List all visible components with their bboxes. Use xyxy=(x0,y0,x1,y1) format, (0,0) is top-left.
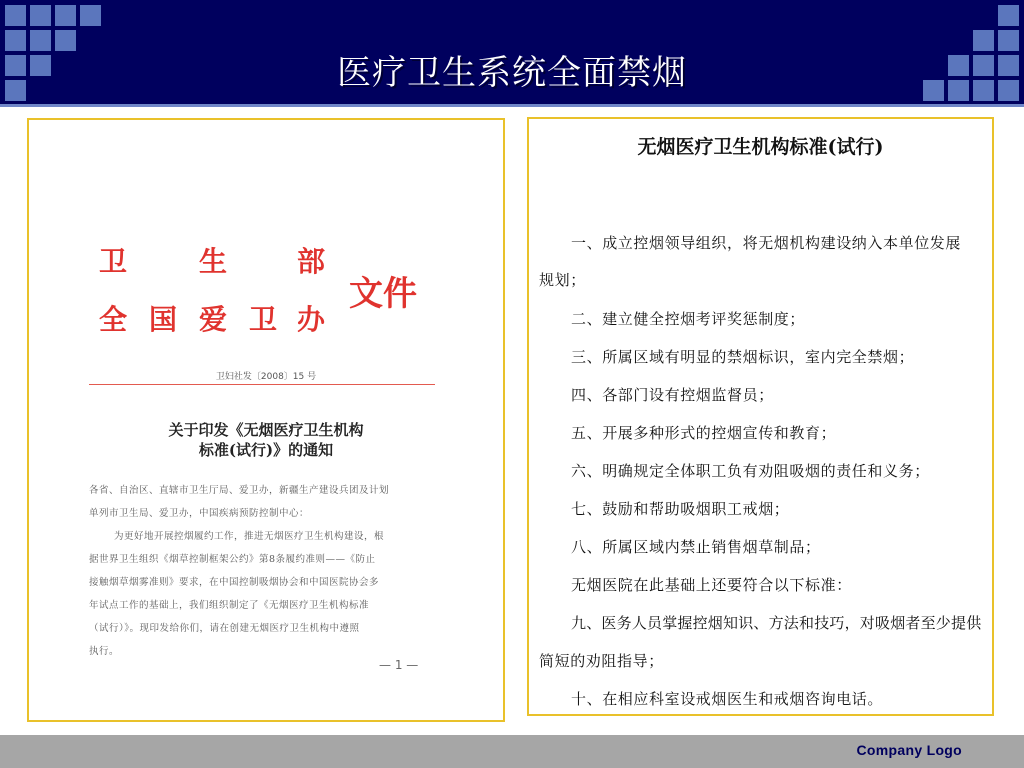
official-notice-scan xyxy=(27,118,505,722)
rule-line: 规划； xyxy=(539,271,586,289)
page-number: — 1 — xyxy=(379,658,419,672)
body-line: 各省、自治区、直辖市卫生厅局、爱卫办，新疆生产建设兵团及计划 xyxy=(89,485,390,496)
issuer-char: 卫 xyxy=(99,245,128,278)
rule-line: 简短的劝阻指导； xyxy=(539,652,664,670)
notice-title-line: 关于印发《无烟医疗卫生机构 xyxy=(168,421,364,439)
slide-header xyxy=(0,0,1024,104)
notice-title xyxy=(109,420,423,460)
document-number: 卫妇社发〔2008〕15 号 xyxy=(215,372,317,382)
decor-square xyxy=(998,5,1019,26)
body-line: （试行）》。现印发给你们，请在创建无烟医疗卫生机构中遵照 xyxy=(89,623,360,634)
decor-square xyxy=(55,5,76,26)
issuer-char: 爱 xyxy=(199,303,228,336)
header-divider xyxy=(0,104,1024,107)
rule-line: 八、所属区域内禁止销售烟草制品； xyxy=(571,538,821,556)
rule-line: 无烟医院在此基础上还要符合以下标准： xyxy=(571,576,852,594)
company-logo: Company Logo xyxy=(856,742,962,758)
decor-square xyxy=(30,5,51,26)
standards-document xyxy=(527,117,994,716)
rule-line: 一、成立控烟领导组织，将无烟机构建设纳入本单位发展 xyxy=(571,234,962,252)
body-line: 据世界卫生组织《烟草控制框架公约》第8条履约准则——《防止 xyxy=(89,554,376,565)
issuer-char: 卫 xyxy=(249,303,278,336)
document-type: 文件 xyxy=(349,274,417,314)
issuer-char: 生 xyxy=(199,245,228,278)
rule-line: 三、所属区域有明显的禁烟标识，室内完全禁烟； xyxy=(571,348,915,366)
standards-title: 无烟医疗卫生机构标准(试行) xyxy=(637,136,884,158)
issuer-char: 办 xyxy=(297,303,326,336)
rule-line: 七、鼓励和帮助吸烟职工戒烟； xyxy=(571,500,790,518)
rule-line: 五、开展多种形式的控烟宣传和教育； xyxy=(571,424,837,442)
rule-line: 二、建立健全控烟考评奖惩制度； xyxy=(571,310,806,328)
decor-square xyxy=(80,5,101,26)
decor-square xyxy=(5,5,26,26)
body-line: 执行。 xyxy=(89,646,120,657)
rule-line: 六、明确规定全体职工负有劝阻吸烟的责任和义务； xyxy=(571,462,930,480)
body-line: 接触烟草烟雾准则》要求，在中国控制吸烟协会和中国医院协会多 xyxy=(89,577,380,588)
body-line: 单列市卫生局、爱卫办，中国疾病预防控制中心： xyxy=(89,508,310,519)
issuer-char: 部 xyxy=(297,245,326,278)
rule-line: 九、医务人员掌握控烟知识、方法和技巧，对吸烟者至少提供 xyxy=(571,614,982,632)
red-divider xyxy=(89,384,435,385)
slide-title: 医疗卫生系统全面禁烟 xyxy=(337,53,687,93)
rule-line: 四、各部门设有控烟监督员； xyxy=(571,386,774,404)
rule-line: 十、在相应科室设戒烟医生和戒烟咨询电话。 xyxy=(571,690,884,708)
issuer-char: 全 xyxy=(99,303,128,336)
body-line: 为更好地开展控烟履约工作，推进无烟医疗卫生机构建设，根 xyxy=(114,531,385,542)
body-line: 年试点工作的基础上，我们组织制定了《无烟医疗卫生机构标准 xyxy=(89,600,370,611)
issuer-char: 国 xyxy=(149,303,178,336)
notice-title-line: 标准(试行)》的通知 xyxy=(198,441,334,459)
slide-footer xyxy=(0,735,1024,768)
